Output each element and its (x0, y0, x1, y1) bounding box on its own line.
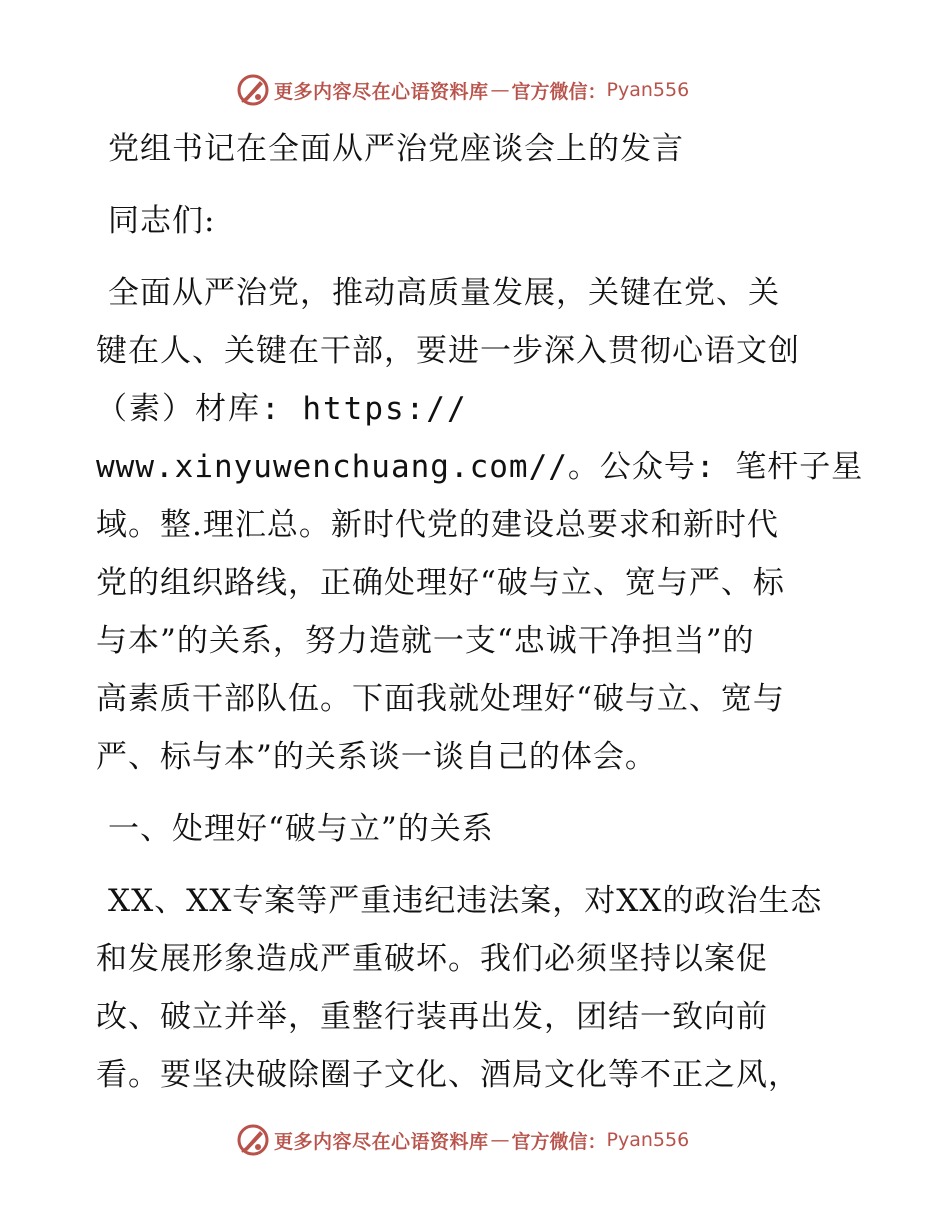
paragraph-line: 党的组织路线，正确处理好“破与立、宽与严、标 (96, 565, 785, 601)
salutation: 同志们: (108, 203, 216, 239)
watermark-contact-id: Pyan556 (606, 1129, 690, 1151)
watermark-text: 更多内容尽在心语资料库 (274, 1130, 489, 1153)
document-title: 党组书记在全面从严治党座谈会上的发言 (108, 131, 684, 167)
paragraph-line: 域。整.理汇总。新时代党的建设总要求和新时代 (96, 507, 779, 543)
watermark-contact-label: 官方微信： (511, 1130, 607, 1153)
watermark-text: 更多内容尽在心语资料库 (274, 80, 489, 103)
document-body (96, 120, 866, 1104)
paragraph-line: 改、破立并举，重整行装再出发，团结一致向前 (96, 999, 768, 1035)
watermark-dash: — (490, 79, 510, 101)
paragraph-2 (96, 872, 866, 1104)
footer-watermark (236, 1122, 689, 1158)
watermark-contact-id: Pyan556 (606, 79, 690, 101)
header-watermark (236, 72, 689, 108)
paragraph-line: （素）材库: https:// (96, 391, 468, 427)
paragraph-line: 和发展形象造成严重破坏。我们必须坚持以案促 (96, 941, 768, 977)
paragraph-line: www.xinyuwenchuang.com//。公众号: 笔杆子星 (96, 449, 864, 485)
paragraph-1 (96, 264, 866, 786)
paragraph-line: 看。要坚决破除圈子文化、酒局文化等不正之风， (96, 1057, 800, 1093)
paragraph-line: 键在人、关键在干部，要进一步深入贯彻心语文创 (96, 333, 800, 369)
quill-seal-icon (236, 73, 270, 107)
paragraph-line: 高素质干部队伍。下面我就处理好“破与立、宽与 (96, 681, 785, 717)
section-heading: 一、处理好“破与立”的关系 (108, 811, 494, 847)
paragraph-line: 严、标与本”的关系谈一谈自己的体会。 (96, 739, 657, 775)
paragraph-line: XX、XX专案等严重违纪违法案，对XX的政治生态 (108, 883, 823, 919)
paragraph-line: 与本”的关系，努力造就一支“忠诚干净担当”的 (96, 623, 755, 659)
quill-seal-icon (236, 1123, 270, 1157)
watermark-contact-label: 官方微信： (511, 80, 607, 103)
watermark-dash: — (490, 1129, 510, 1151)
paragraph-line: 全面从严治党，推动高质量发展，关键在党、关 (108, 275, 780, 311)
